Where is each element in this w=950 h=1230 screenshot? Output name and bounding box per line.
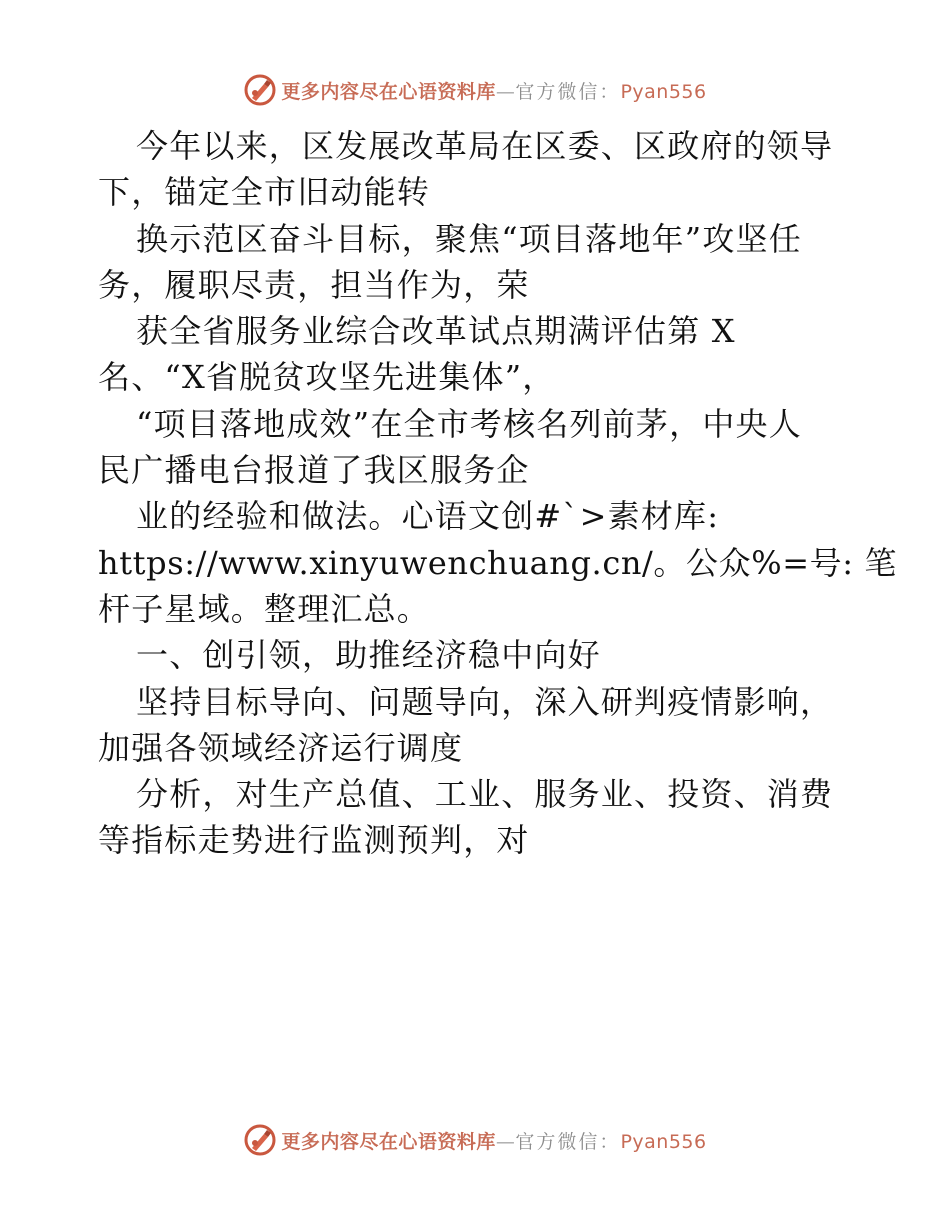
banner-text bbox=[281, 1127, 706, 1154]
body-line: 民广播电台报道了我区服务企 bbox=[98, 451, 530, 490]
body-line: 务，履职尽责，担当作为，荣 bbox=[98, 265, 530, 304]
banner-text bbox=[281, 77, 706, 104]
header-banner bbox=[0, 70, 950, 110]
body-line: 业的经验和做法。心语文创#`>素材库: bbox=[136, 497, 720, 536]
banner-wechat-id: Pyan556 bbox=[620, 1130, 707, 1153]
footer-banner bbox=[0, 1120, 950, 1160]
body-line: 换示范区奋斗目标，聚焦“项目落地年”攻坚任 bbox=[136, 219, 802, 258]
body-line: 等指标走势进行监测预判，对 bbox=[98, 821, 530, 860]
body-line-url: https://www.xinyuwenchuang.cn/。公众%=号: 笔 bbox=[98, 543, 898, 582]
banner-main-text: 更多内容尽在心语资料库 bbox=[281, 80, 496, 103]
banner-official-label: 官方微信： bbox=[515, 1130, 621, 1153]
section-heading: 一、创引领，助推经济稳中向好 bbox=[136, 636, 601, 675]
body-line: 杆子星域。整理汇总。 bbox=[98, 589, 431, 628]
document-body bbox=[98, 123, 898, 864]
pen-logo-icon bbox=[243, 1123, 277, 1157]
body-line: 分析，对生产总值、工业、服务业、投资、消费 bbox=[136, 775, 834, 814]
pen-logo-icon bbox=[243, 73, 277, 107]
body-line: “项目落地成效”在全市考核名列前茅，中央人 bbox=[136, 404, 802, 443]
banner-separator: — bbox=[495, 80, 516, 103]
body-line: 坚持目标导向、问题导向，深入研判疫情影响， bbox=[136, 682, 834, 721]
banner-official-label: 官方微信： bbox=[515, 80, 621, 103]
body-line: 名、“X省脱贫攻坚先进集体”， bbox=[98, 358, 556, 397]
banner-separator: — bbox=[495, 1130, 516, 1153]
body-line: 下，锚定全市旧动能转 bbox=[98, 173, 431, 212]
banner-main-text: 更多内容尽在心语资料库 bbox=[281, 1130, 496, 1153]
banner-wechat-id: Pyan556 bbox=[620, 80, 707, 103]
body-line: 加强各领域经济运行调度 bbox=[98, 728, 464, 767]
body-line: 获全省服务业综合改革试点期满评估第 X bbox=[136, 312, 736, 351]
body-line: 今年以来，区发展改革局在区委、区政府的领导 bbox=[136, 127, 834, 165]
